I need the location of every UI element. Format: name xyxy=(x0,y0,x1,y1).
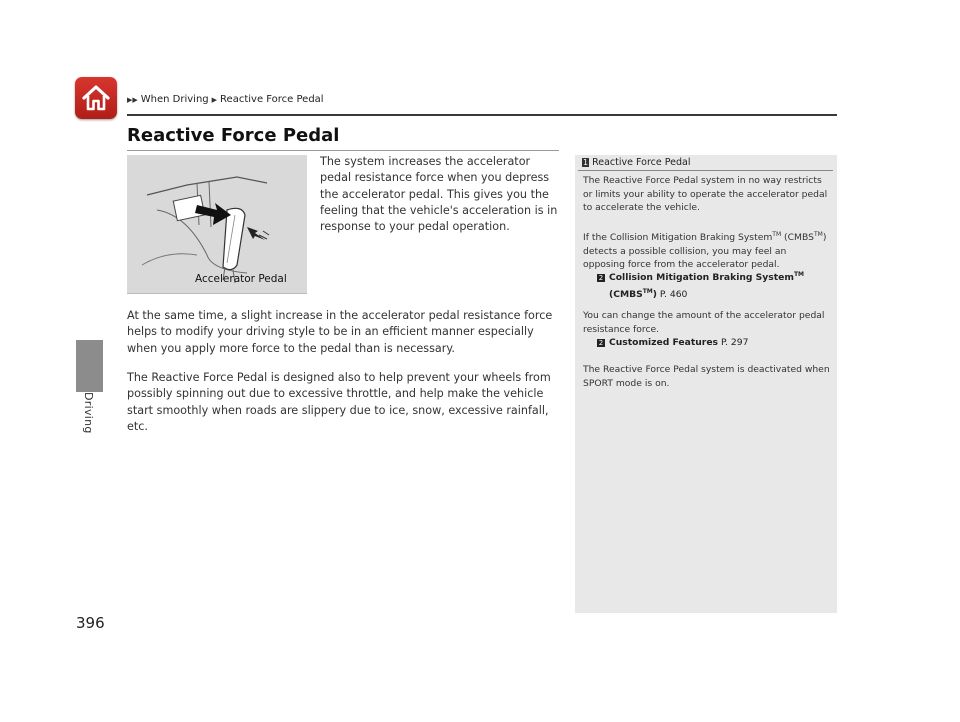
page-title: Reactive Force Pedal xyxy=(127,125,340,146)
cross-reference-link[interactable]: 2 Customized Features P. 297 xyxy=(598,337,749,348)
reference-arrow-icon: 2 xyxy=(598,274,604,283)
breadcrumb xyxy=(127,94,324,105)
header-divider xyxy=(127,114,837,116)
breadcrumb-item-when-driving[interactable]: When Driving xyxy=(140,94,209,105)
home-icon xyxy=(81,84,111,112)
sidebar-heading xyxy=(582,157,690,168)
sidebar-paragraph: The Reactive Force Pedal system in no way restricts or limits your ability to operate the accelerator pedal to accelerate the vehicle. xyxy=(583,175,828,214)
home-button[interactable] xyxy=(75,77,117,119)
breadcrumb-item-reactive-force-pedal[interactable]: Reactive Force Pedal xyxy=(220,94,324,105)
sidebar-heading-divider xyxy=(578,170,833,171)
title-divider xyxy=(127,150,559,151)
intro-paragraph: The system increases the accelerator pedal resistance force when you depress the accelerator pedal. This gives you the feeling that the vehicle's acceleration is in response to your pedal operation. xyxy=(320,155,558,234)
cross-reference-link[interactable]: 2 Collision Mitigation Braking System™ (CMBS™) P. 460 xyxy=(598,271,805,300)
figure-label: Accelerator Pedal xyxy=(195,273,287,285)
sidebar-paragraph: The Reactive Force Pedal system is deactivated when SPORT mode is on. xyxy=(583,364,830,389)
sidebar-heading-text: Reactive Force Pedal xyxy=(592,157,691,168)
chapter-tab-marker xyxy=(76,340,103,392)
breadcrumb-arrow-icon: ▶ xyxy=(211,95,218,104)
note-marker-icon: 1 xyxy=(583,158,589,167)
body-paragraph: At the same time, a slight increase in the accelerator pedal resistance force helps to modify your driving style to be in an efficient manner especially when you apply more force to the pedal than is necessary. xyxy=(127,309,553,355)
chapter-tab-label: Driving xyxy=(82,392,95,434)
breadcrumb-arrow-icon: ▶▶ xyxy=(127,95,138,104)
sidebar-paragraph: You can change the amount of the accelerator pedal resistance force. xyxy=(583,310,825,335)
reference-arrow-icon: 2 xyxy=(598,339,604,347)
page-number: 396 xyxy=(76,614,105,632)
sidebar-paragraph: If the Collision Mitigation Braking System™ (CMBS™) detects a possible collision, you may feel an opposing force from the accelerator pedal. xyxy=(583,231,827,271)
body-paragraph: The Reactive Force Pedal is designed also to help prevent your wheels from possibly spinning out due to excessive throttle, and help make the vehicle start smoothly when roads are slippery due to ice, snow, excessive rainfall, etc. xyxy=(127,371,551,433)
